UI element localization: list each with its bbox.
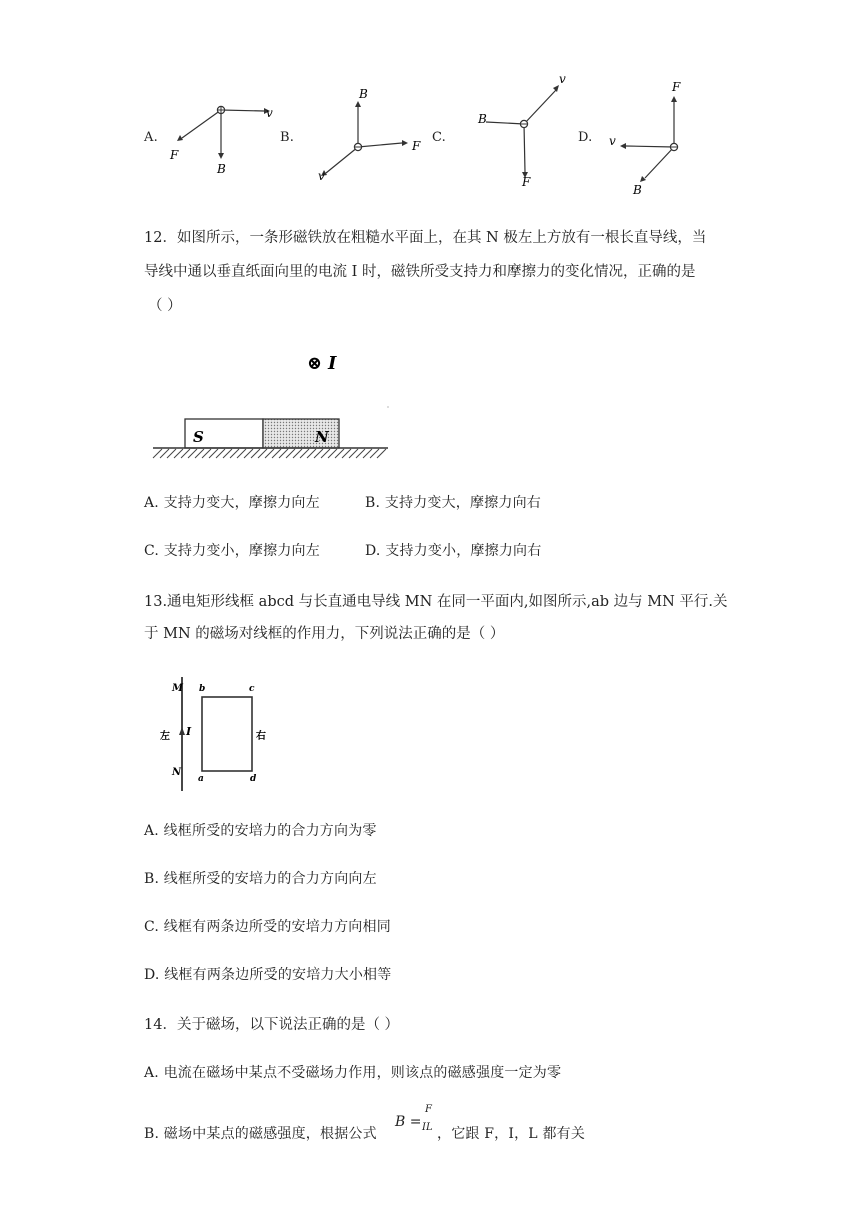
q13-wire-frame-figure — [158, 675, 278, 793]
svg-text:S: S — [193, 428, 204, 446]
svg-text:c: c — [249, 684, 255, 694]
frame-abcd — [202, 697, 252, 771]
current-label: I — [328, 353, 337, 374]
svg-text:v: v — [609, 134, 616, 148]
svg-text:F: F — [170, 148, 179, 162]
svg-text:N: N — [172, 767, 182, 778]
svg-text:I: I — [186, 725, 192, 738]
q13-stem-line2: 于 MN 的磁场对线框的作用力，下列说法正确的是（ ） — [144, 626, 505, 642]
formula-lhs: B = — [395, 1114, 422, 1130]
svg-text:左: 左 — [160, 731, 170, 742]
svg-text:B: B — [633, 183, 642, 197]
q12-option-c[interactable]: C. 支持力变小，摩擦力向左 — [144, 543, 320, 559]
q11-option-d-letter[interactable]: D. — [578, 130, 593, 145]
svg-text:v: v — [559, 72, 566, 86]
q13-option-a[interactable]: A. 线框所受的安培力的合力方向为零 — [144, 823, 377, 839]
svg-text:F: F — [412, 139, 421, 153]
q14-option-b-suffix[interactable]: ，它跟 F，I，L 都有关 — [437, 1126, 586, 1142]
svg-text:B: B — [359, 87, 368, 101]
q12-stem-line1: 12．如图所示，一条形磁铁放在粗糙水平面上，在其 N 极左上方放有一根长直导线，当 — [144, 230, 707, 246]
q13-stem-line1: 13.通电矩形线框 abcd 与长直通电导线 MN 在同一平面内,如图所示,ab 边与 MN 平行.关 — [144, 594, 728, 610]
ground-hatching — [153, 449, 386, 458]
q14-option-a[interactable]: A. 电流在磁场中某点不受磁场力作用，则该点的磁感强度一定为零 — [144, 1065, 562, 1081]
svg-text:右: 右 — [256, 731, 266, 742]
q12-option-b[interactable]: B. 支持力变大，摩擦力向右 — [365, 495, 541, 511]
svg-text:F: F — [522, 175, 531, 189]
q11-option-b-letter[interactable]: B. — [280, 130, 295, 145]
q13-option-c[interactable]: C. 线框有两条边所受的安培力方向相同 — [144, 919, 391, 935]
q11-option-a-figure — [160, 95, 285, 180]
formula-numerator: F — [425, 1104, 432, 1115]
q12-option-d[interactable]: D. 支持力变小，摩擦力向右 — [365, 543, 542, 559]
svg-text:F: F — [672, 80, 681, 94]
svg-text:v: v — [266, 106, 273, 120]
q12-magnet-figure — [150, 340, 400, 465]
q11-option-a-letter[interactable]: A. — [144, 130, 158, 145]
current-into-page-icon: ⊗ — [307, 353, 323, 374]
q12-option-a[interactable]: A. 支持力变大，摩擦力向左 — [144, 495, 320, 511]
q12-answer-blank: （ ） — [148, 298, 182, 314]
svg-text:d: d — [250, 774, 257, 784]
q11-option-d-figure — [600, 75, 700, 200]
q14-stem: 14．关于磁场，以下说法正确的是（ ） — [144, 1017, 400, 1033]
q14-option-b-prefix[interactable]: B. 磁场中某点的磁感强度，根据公式 — [144, 1126, 377, 1142]
q11-option-c-letter[interactable]: C. — [432, 130, 447, 145]
svg-text:b: b — [199, 684, 206, 694]
svg-text:N: N — [315, 428, 329, 446]
svg-text:M: M — [172, 683, 184, 694]
svg-text:B: B — [217, 162, 226, 176]
q11-option-b-figure — [310, 85, 435, 185]
q13-option-b[interactable]: B. 线框所受的安培力的合力方向向左 — [144, 871, 377, 887]
q12-stem-line2: 导线中通以垂直纸面向里的电流 I 时，磁铁所受支持力和摩擦力的变化情况，正确的是 — [144, 264, 696, 280]
q13-option-d[interactable]: D. 线框有两条边所受的安培力大小相等 — [144, 967, 392, 983]
svg-text:v: v — [318, 169, 325, 183]
svg-text:a: a — [198, 774, 204, 784]
q11-option-c-figure — [470, 68, 580, 193]
svg-text:B: B — [478, 112, 487, 126]
formula-denominator: IL — [422, 1122, 433, 1133]
